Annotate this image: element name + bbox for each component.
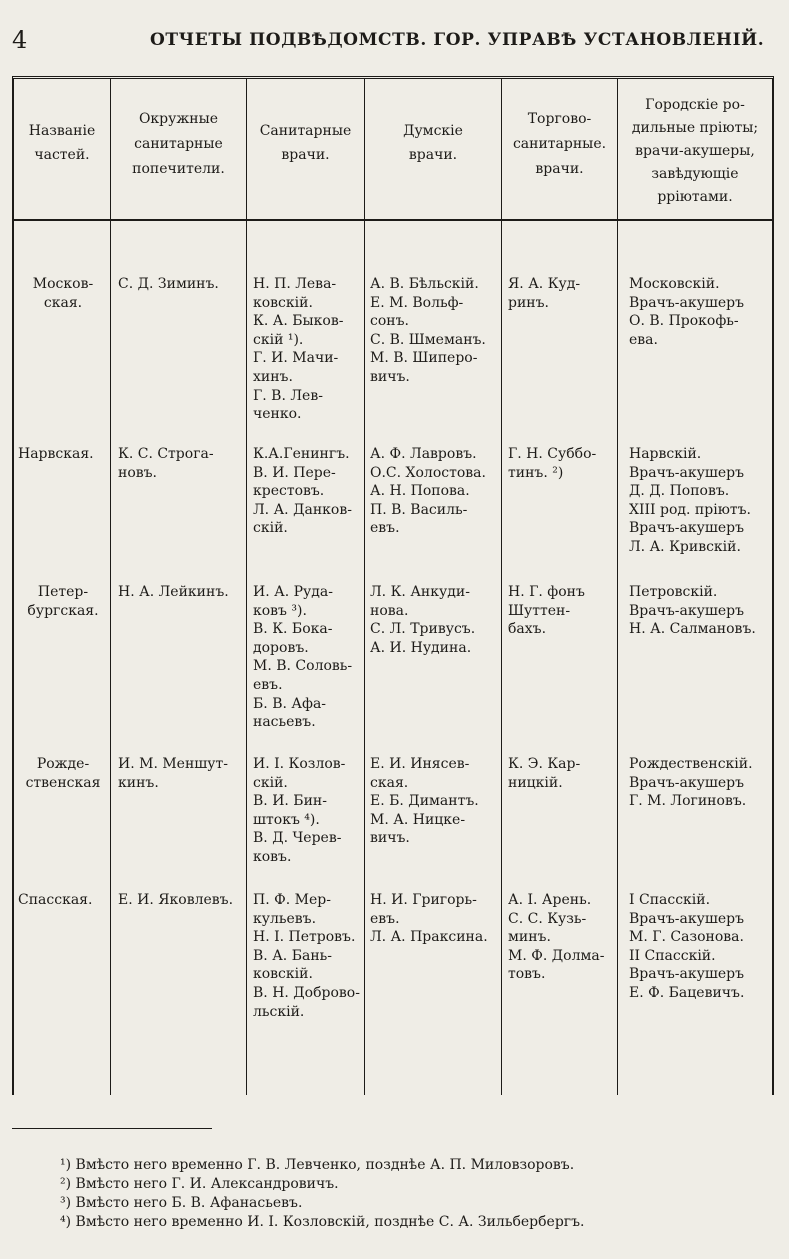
row-narva-trade: Г. Н. Суббо- тинъ. ²) bbox=[508, 446, 597, 481]
footnote-mark: ⁴) bbox=[60, 1214, 72, 1230]
header-duma: Думскіе врачи. bbox=[403, 123, 463, 163]
row-petersburg-sanitary: И. А. Руда- ковъ ³). В. К. Бока- доровъ. М. В. Соловь- евъ. Б. В. Афа- насьевъ. bbox=[253, 584, 353, 731]
row-spasskaya-part: Спасская. bbox=[18, 892, 93, 908]
row-christmas-trade: К. Э. Кар- ницкій. bbox=[508, 756, 581, 791]
row-spasskaya-curators: Е. И. Яковлевъ. bbox=[118, 892, 234, 908]
page-number: 4 bbox=[12, 26, 28, 54]
row-petersburg-trade: Н. Г. фонъ Шуттен- бахъ. bbox=[508, 584, 585, 638]
staff-table bbox=[12, 76, 774, 1095]
row-narva-duma: А. Ф. Лавровъ. О.С. Холостова. А. Н. Попова. П. В. Василь- евъ. bbox=[370, 446, 486, 537]
row-moscow-sanitary: Н. П. Лева- ковскій. К. А. Быков- скій ¹). Г. И. Мачи- хинъ. Г. В. Лев- ченко. bbox=[253, 276, 344, 423]
row-petersburg-shelters: Петровскій. Врачъ-акушеръ Н. А. Салмановъ. bbox=[629, 584, 756, 638]
row-petersburg-part: Петер- бургская. bbox=[27, 584, 99, 619]
row-narva-sanitary: К.А.Генингъ. В. И. Пере- крестовъ. Л. А. Данков- скій. bbox=[253, 446, 352, 537]
row-moscow-curators: С. Д. Зиминъ. bbox=[118, 276, 219, 292]
row-spasskaya-trade: А. І. Арень. С. С. Кузь- минъ. М. Ф. Долма- товъ. bbox=[508, 892, 605, 983]
row-christmas-shelters: Рождественскій. Врачъ-акушеръ Г. М. Логиновъ. bbox=[629, 756, 753, 810]
row-spasskaya-shelters: І Спасскій. Врачъ-акушеръ М. Г. Сазонова. ІІ Спасскій. Врачъ-акушеръ Е. Ф. Бацевичъ. bbox=[629, 892, 745, 1001]
row-christmas-sanitary: И. І. Козлов- скій. В. И. Бин- штокъ ⁴). В. Д. Черев- ковъ. bbox=[253, 756, 346, 865]
row-narva-shelters: Нарвскій. Врачъ-акушеръ Д. Д. Поповъ. XIII род. пріютъ. Врачъ-акушеръ Л. А. Кривскій. bbox=[629, 446, 751, 555]
row-christmas-curators: И. М. Меншут- кинъ. bbox=[118, 756, 229, 791]
row-moscow-shelters: Московскій. Врачъ-акушеръ О. В. Прокофь- ева. bbox=[629, 276, 744, 348]
row-narva-part: Нарвская. bbox=[18, 446, 94, 462]
footnote-3 bbox=[60, 1194, 302, 1213]
row-petersburg-curators: Н. А. Лейкинъ. bbox=[118, 584, 229, 600]
row-moscow-part: Москов- ская. bbox=[32, 276, 94, 311]
row-narva-curators: К. С. Строга- новъ. bbox=[118, 446, 214, 481]
footnote-mark: ¹) bbox=[60, 1157, 72, 1173]
column-divider bbox=[501, 79, 502, 1095]
row-christmas-duma: Е. И. Инясев- ская. Е. Б. Димантъ. М. А. Ницке- вичъ. bbox=[370, 756, 479, 847]
row-moscow-duma: А. В. Бѣльскій. Е. М. Вольф- сонъ. С. В. Шмеманъ. М. В. Шиперо- вичъ. bbox=[370, 276, 486, 385]
footnote-text: Вмѣсто него временно Г. В. Левченко, позднѣе А. П. Миловзоровъ. bbox=[75, 1157, 575, 1173]
row-spasskaya-sanitary: П. Ф. Мер- кульевъ. Н. І. Петровъ. В. А. Бань- ковскій. В. Н. Доброво- льскій. bbox=[253, 892, 360, 1020]
running-head: ОТЧЕТЫ ПОДВѢДОМСТВ. ГОР. УПРАВѢ УСТАНОВЛЕНІЙ. bbox=[150, 30, 765, 50]
column-divider bbox=[617, 79, 618, 1095]
row-christmas-part: Рожде- ственская bbox=[25, 756, 101, 791]
header-rule bbox=[14, 219, 772, 221]
header-shelters: Городскіе ро- дильные пріюты; врачи-акушеры, завѣдующіе pріютами. bbox=[631, 97, 759, 205]
column-divider bbox=[110, 79, 111, 1095]
footnote-text: Вмѣсто него временно И. І. Козловскій, позднѣе С. А. Зильбербергъ. bbox=[75, 1214, 585, 1230]
footnote-mark: ²) bbox=[60, 1176, 72, 1192]
row-spasskaya-duma: Н. И. Григорь- евъ. Л. А. Праксина. bbox=[370, 892, 488, 946]
footnote-text: Вмѣсто него Б. В. Афанасьевъ. bbox=[75, 1195, 303, 1211]
footnote-mark: ³) bbox=[60, 1195, 72, 1211]
header-trade: Торгово- санитарные. врачи. bbox=[512, 111, 607, 177]
footnote-text: Вмѣсто него Г. И. Александровичъ. bbox=[75, 1176, 339, 1192]
header-curators: Окружные санитарные попечители. bbox=[132, 111, 225, 177]
column-divider bbox=[364, 79, 365, 1095]
header-sanitary: Санитарные врачи. bbox=[259, 123, 352, 163]
footnote-1 bbox=[60, 1156, 574, 1175]
column-divider bbox=[246, 79, 247, 1095]
footnote-separator bbox=[12, 1128, 212, 1129]
row-petersburg-duma: Л. К. Анкуди- нова. С. Л. Тривусъ. А. И. Нудина. bbox=[370, 584, 476, 656]
header-part: Названіе частей. bbox=[28, 123, 96, 163]
footnote-4 bbox=[60, 1213, 585, 1232]
footnote-2 bbox=[60, 1175, 339, 1194]
row-moscow-trade: Я. А. Куд- ринъ. bbox=[508, 276, 581, 311]
